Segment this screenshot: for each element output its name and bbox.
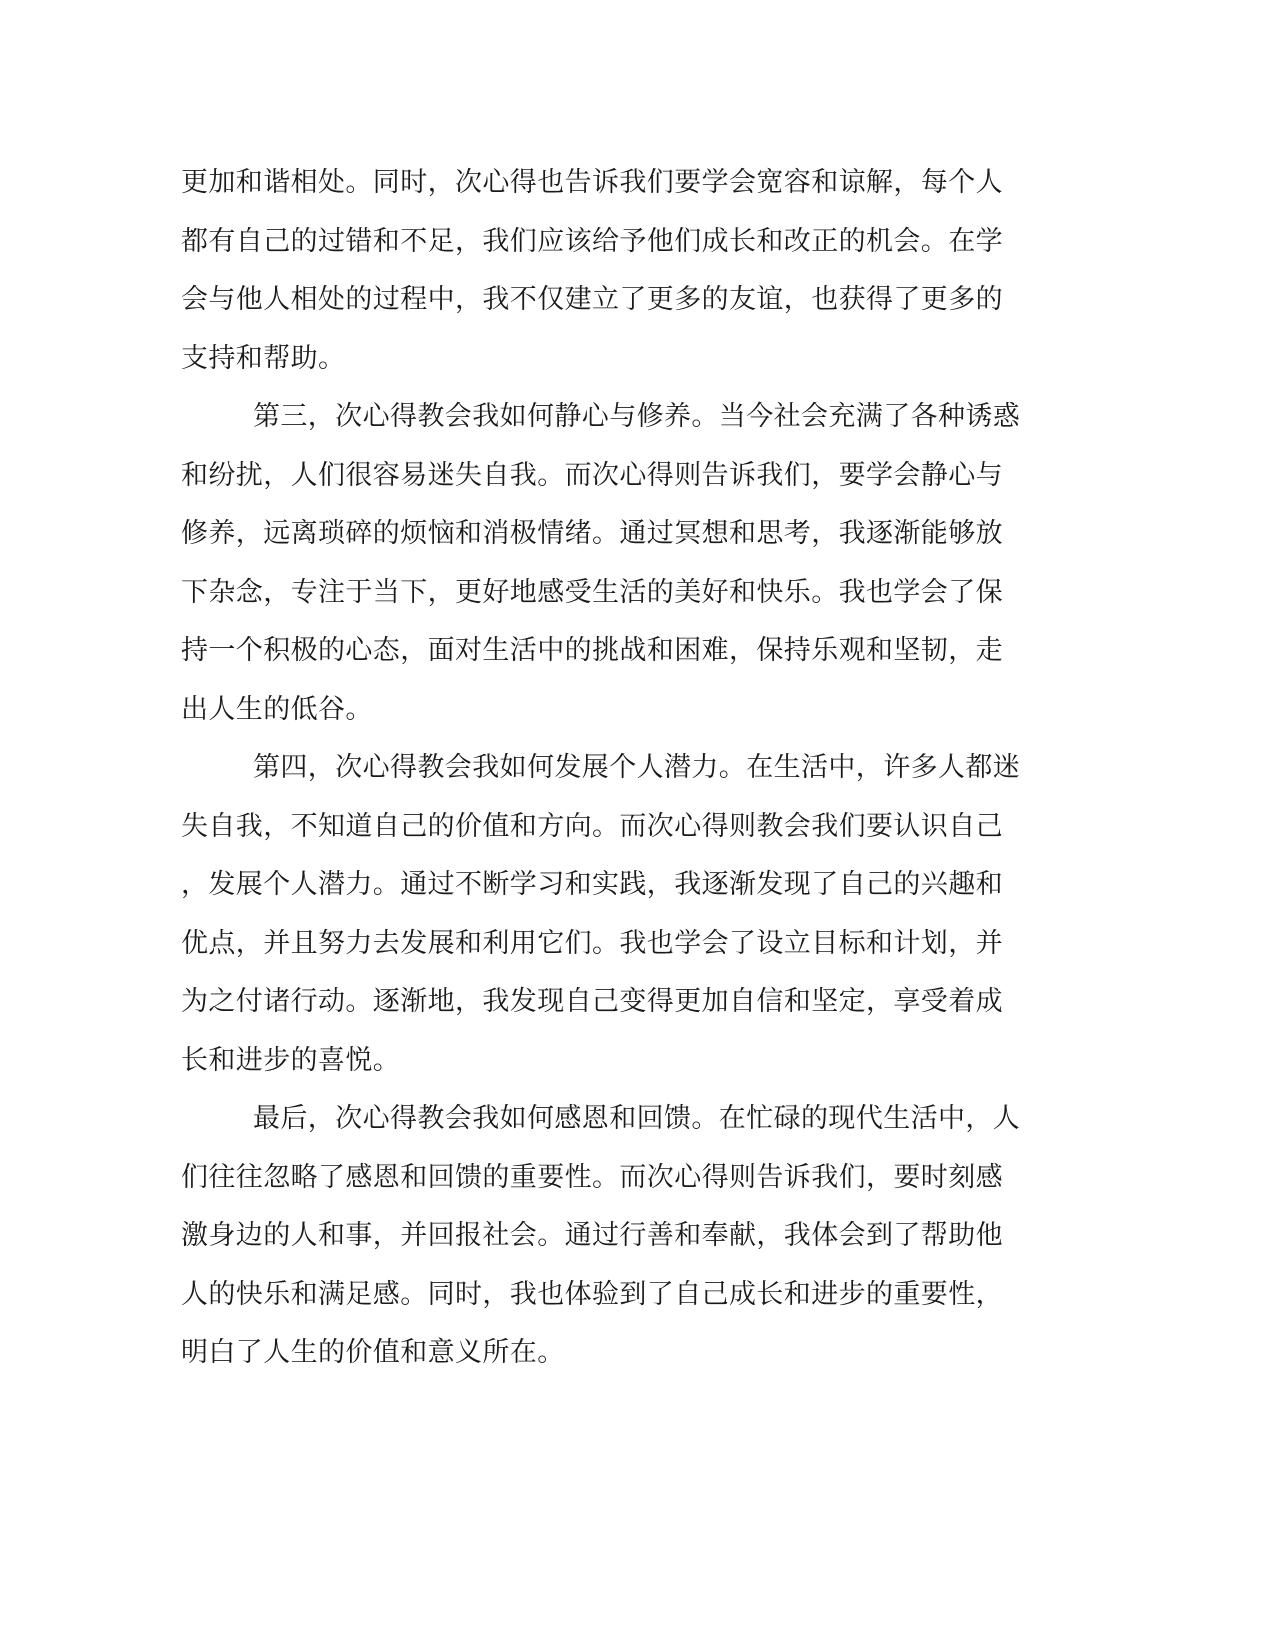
text-line: 出人生的低谷。	[181, 693, 373, 725]
text-line: 更加和谐相处。同时，次心得也告诉我们要学会宽容和谅解，每个人	[181, 167, 1003, 198]
paragraph	[181, 1090, 1041, 1383]
text-line: 长和进步的喜悦。	[181, 1044, 401, 1076]
text-line: 最后，次心得教会我如何感恩和回馈。在忙碌的现代生活中，人	[253, 1103, 1021, 1134]
text-line: 都有自己的过错和不足，我们应该给予他们成长和改正的机会。在学	[181, 225, 1003, 257]
text-line: 失自我，不知道自己的价值和方向。而次心得则教会我们要认识自己	[181, 810, 1003, 842]
text-line: 们往往忽略了感恩和回馈的重要性。而次心得则告诉我们，要时刻感	[181, 1161, 1003, 1193]
text-line: 人的快乐和满足感。同时，我也体验到了自己成长和进步的重要性，	[181, 1278, 1003, 1310]
text-line: 激身边的人和事，并回报社会。通过行善和奉献，我体会到了帮助他	[181, 1220, 1003, 1251]
paragraph	[181, 739, 1041, 1090]
text-line: 下杂念，专注于当下，更好地感受生活的美好和快乐。我也学会了保	[181, 576, 1003, 608]
text-line: 修养，远离琐碎的烦恼和消极情绪。通过冥想和思考，我逐渐能够放	[181, 518, 1003, 549]
text-line: 支持和帮助。	[181, 342, 346, 374]
text-line: 明白了人生的价值和意义所在。	[181, 1337, 565, 1368]
text-line: 第三，次心得教会我如何静心与修养。当今社会充满了各种诱惑	[253, 401, 1021, 432]
paragraph	[181, 388, 1041, 739]
text-line: ，发展个人潜力。通过不断学习和实践，我逐渐发现了自己的兴趣和	[181, 869, 1003, 900]
text-line: 和纷扰，人们很容易迷失自我。而次心得则告诉我们，要学会静心与	[181, 459, 1003, 491]
body-text	[181, 154, 1041, 1383]
text-line: 会与他人相处的过程中，我不仅建立了更多的友谊，也获得了更多的	[181, 284, 1003, 315]
text-line: 持一个积极的心态，面对生活中的挑战和困难，保持乐观和坚韧，走	[181, 635, 1003, 666]
text-line: 第四，次心得教会我如何发展个人潜力。在生活中，许多人都迷	[253, 752, 1021, 783]
text-line: 优点，并且努力去发展和利用它们。我也学会了设立目标和计划，并	[181, 927, 1003, 959]
paragraph	[181, 154, 1041, 388]
text-line: 为之付诸行动。逐渐地，我发现自己变得更加自信和坚定，享受着成	[181, 986, 1003, 1017]
